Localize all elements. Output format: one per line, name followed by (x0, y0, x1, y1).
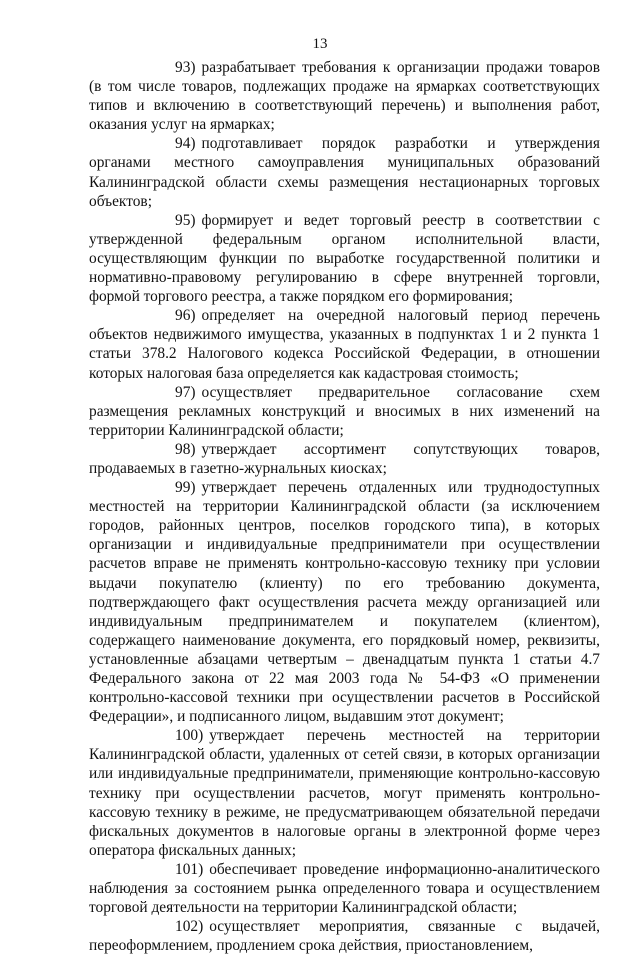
list-item (89, 58, 600, 134)
item-text: подготавливает порядок разработки и утверждения органами местного самоуправления муниципальных образований Калининградской области схемы размещения нестационарных торговых объектов; (89, 135, 600, 210)
list-item (89, 211, 600, 306)
item-number: 93) (175, 59, 196, 76)
item-number: 102) (175, 918, 204, 936)
item-number: 100) (175, 727, 204, 745)
list-item (89, 860, 600, 917)
item-text: утверждает перечень местностей на территории Калининградской области, удаленных от сетей связи, в которых организации или индивидуальные предприниматели, применяющие контрольно-кассовую технику при осуществлении расчетов, могут применять контрольно-кассовую технику в режиме, не предусматривающем обязательной передачи фискальных документов в налоговые органы в электронной форме через оператора фискальных данных; (89, 727, 600, 859)
document-body (89, 58, 600, 955)
item-number: 99) (175, 479, 196, 497)
item-text: формирует и ведет торговый реестр в соответствии с утвержденной федеральным органом исполнительной власти, осуществляющим функции по выработке государственной политики и нормативно-правовому регулированию в сфере внутренней торговли, формой торгового реестра, а также порядком его формирования; (89, 211, 600, 306)
list-item (89, 917, 600, 955)
item-number: 94) (175, 135, 196, 153)
list-item (89, 478, 600, 726)
item-text: осуществляет предварительное согласование схем размещения рекламных конструкций и вносимых в них изменений на территории Калининградской области; (89, 383, 600, 439)
item-number: 98) (175, 440, 196, 458)
item-number: 101) (175, 860, 204, 878)
page-number: 13 (312, 36, 328, 52)
item-text: разрабатывает требования к организации продажи товаров (в том числе товаров, подлежащих продаже на ярмарках соответствующих типов и включению в соответствующий перечень) и выполнения работ, оказания услуг на ярмарках; (89, 59, 600, 134)
list-item (89, 134, 600, 210)
item-text: утверждает перечень отдаленных или труднодоступных местностей на территории Калининградской области (за исключением городов, районных центров, поселков городского типа), в которых организации и индивидуальные предприниматели при осуществлении расчетов вправе не применять контрольно-кассовую технику при условии выдачи покупателю (клиенту) по его требованию документа, подтверждающего факт осуществления расчета между организацией или индивидуальным предпринимателем и покупателем (клиентом), содержащего наименование документа, его порядковый номер, реквизиты, установленные абзацами четвертым – двенадцатым пункта 1 статьи 4.7 Федерального закона от 22 мая 2003 года № 54-ФЗ «О применении контрольно-кассовой техники при осуществлении расчетов в Российской Федерации», и подписанного лицом, выдавшим этот документ; (89, 479, 600, 726)
item-number: 96) (175, 307, 196, 325)
list-item (89, 306, 600, 382)
item-text: осуществляет мероприятия, связанные с выдачей, переоформлением, продлением срока действия, приостановлением, (89, 918, 600, 955)
item-text: определяет на очередной налоговый период перечень объектов недвижимого имущества, указанных в подпунктах 1 и 2 пункта 1 статьи 378.2 Налогового кодекса Российской Федерации, в отношении которых налоговая база определяется как кадастровая стоимость; (89, 307, 600, 382)
list-item (89, 440, 600, 478)
item-number: 95) (175, 211, 196, 229)
item-number: 97) (175, 383, 196, 401)
item-text: обеспечивает проведение информационно-аналитического наблюдения за состоянием рынка определенного товара и осуществлением торговой деятельности на территории Калининградской области; (89, 860, 600, 917)
list-item (89, 726, 600, 860)
item-text: утверждает ассортимент сопутствующих товаров, продаваемых в газетно-журнальных киосках; (89, 440, 600, 477)
list-item (89, 383, 600, 440)
